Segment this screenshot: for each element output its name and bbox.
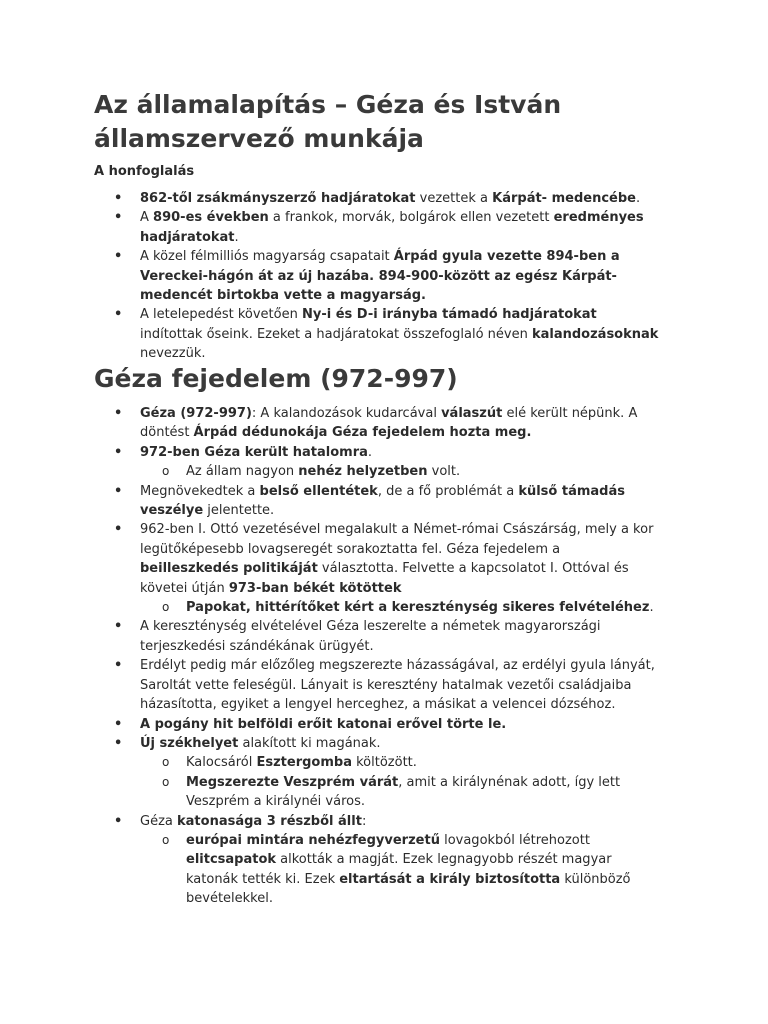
- list-item: [0, 443, 660, 462]
- body-text: volt.: [427, 464, 461, 480]
- bullet-marker: •: [114, 522, 123, 538]
- list-item: [0, 734, 660, 753]
- body-text: Kalocsáról: [186, 755, 257, 771]
- body-text: A letelepedést követően: [140, 307, 302, 323]
- body-text: vezettek a: [415, 191, 493, 206]
- bullet-marker: •: [114, 619, 123, 635]
- bullet-marker: •: [114, 716, 123, 732]
- bold-text: Árpád dédunokája Géza fejedelem hozta meg.: [193, 425, 532, 441]
- list-item: [0, 208, 660, 247]
- body-text: , de a fő problémát a: [377, 483, 519, 499]
- bold-text: katonasága 3 részből állt: [177, 813, 362, 829]
- body-text: választotta. Felvette a kapcsolatot I. Ottóval és követei útján: [140, 561, 629, 596]
- body-text: különböző bevételekkel.: [186, 871, 631, 907]
- bold-text: Géza (972-997): [140, 406, 252, 421]
- body-text: Géza: [140, 813, 177, 829]
- body-text: indítottak őseink. Ezeket a hadjáratokat összefoglaló néven: [140, 326, 532, 342]
- bold-text: eredményes hadjáratokat: [140, 210, 644, 245]
- bullet-marker: •: [114, 249, 123, 265]
- body-text: .: [234, 229, 239, 245]
- sub-list-item: [0, 598, 662, 617]
- geza-list: [0, 404, 768, 909]
- body-text: elé került népünk. A döntést: [140, 406, 638, 441]
- body-text: a frankok, morvák, bolgárok ellen vezetett: [268, 210, 554, 226]
- body-text: Az állam nagyon: [186, 464, 299, 480]
- list-item: [0, 520, 660, 598]
- bullet-marker: •: [114, 444, 123, 460]
- body-text: A közel félmilliós magyarság csapatait: [140, 249, 394, 265]
- list-item: [0, 305, 660, 363]
- sub-list-item: [0, 773, 662, 812]
- bold-text: Új székhelyet: [140, 735, 239, 751]
- subheading-honfoglalas: A honfoglalás: [94, 164, 195, 179]
- bullet-marker: •: [114, 658, 123, 674]
- body-text: .: [649, 600, 654, 616]
- sub-list-item: [0, 462, 662, 481]
- bold-text: elitcsapatok: [186, 852, 277, 868]
- bold-text: A pogány hit belföldi erőit katonai erővel törte le.: [140, 716, 507, 732]
- bold-text: Megszerezte Veszprém várát: [186, 774, 399, 790]
- sub-list-item: [0, 753, 662, 772]
- bold-text: 862-től zsákmányszerző hadjáratokat: [140, 191, 416, 206]
- body-text: .: [367, 444, 373, 460]
- list-item: [0, 404, 660, 443]
- body-text: lovagokból létrehozott: [439, 832, 590, 848]
- bold-text: külső támadás veszélye: [140, 483, 626, 519]
- list-item: [0, 247, 660, 305]
- bold-text: kalandozásoknak: [531, 326, 659, 342]
- body-text: alkották a magját. Ezek legnagyobb részét magyar katonák tették ki. Ezek: [186, 852, 612, 887]
- body-text: jelentette.: [203, 503, 275, 519]
- bold-text: európai mintára nehézfegyverzetű: [186, 832, 440, 848]
- bold-text: Papokat, hittérítőket kért a kereszténység sikeres felvételéhez: [186, 600, 650, 616]
- bullet-marker: •: [114, 483, 123, 499]
- body-text: A: [140, 210, 154, 226]
- body-text: nevezzük.: [140, 346, 206, 362]
- section-heading-geza: Géza fejedelem (972-997): [94, 364, 458, 393]
- list-item: [0, 812, 660, 831]
- sub-bullet-marker: o: [162, 464, 170, 479]
- body-text: 962-ben I. Ottó vezetésével megalakult a Német-római Császárság, mely a kor legütőképesebb lovagseregét sorakoztatta fel. Géza fejedelem a: [140, 522, 654, 557]
- body-text: .: [635, 191, 641, 206]
- bold-text: Ny-i és D-i irányba támadó hadjáratokat: [301, 307, 597, 323]
- body-text: Megnövekedtek a: [140, 483, 260, 499]
- body-text: : A kalandozások kudarcával: [251, 406, 442, 421]
- body-text: költözött.: [351, 755, 417, 771]
- bullet-marker: •: [114, 735, 123, 751]
- body-text: :: [361, 813, 367, 829]
- sub-bullet-marker: o: [162, 774, 170, 789]
- body-text: alakított ki magának.: [238, 735, 381, 751]
- bold-text: Árpád gyula vezette 894-ben a Vereckei-hágón át az új hazába. 894-900-között az egész Kárpát-medencét birtokba vette a magyarság.: [140, 249, 620, 304]
- bold-text: válaszút: [441, 406, 503, 421]
- page-title: Az államalapítás – Géza és István államszervező munkája: [94, 90, 562, 153]
- list-item: [0, 715, 660, 734]
- list-item: [0, 656, 660, 714]
- bullet-marker: •: [114, 406, 123, 421]
- body-text: A kereszténység elvételével Géza leszerelte a németek magyarországi terjeszkedési szándékának ürügyét.: [140, 619, 601, 654]
- list-item: [0, 482, 660, 521]
- list-item: [0, 617, 660, 656]
- bold-text: 890-es években: [153, 210, 269, 226]
- bold-text: belső ellentétek: [259, 483, 378, 499]
- bold-text: 972-ben Géza került hatalomra: [140, 444, 368, 460]
- sub-bullet-marker: o: [162, 600, 170, 615]
- bullet-marker: •: [114, 210, 123, 226]
- body-text: , amit a királynénak adott, így lett Veszprém a királynéi város.: [186, 774, 621, 810]
- bold-text: Esztergomba: [256, 755, 352, 771]
- bullet-marker: •: [114, 307, 123, 323]
- honfoglalas-list: [0, 189, 768, 364]
- bullet-marker: •: [114, 191, 123, 206]
- body-text: Erdélyt pedig már előzőleg megszerezte házasságával, az erdélyi gyula lányát, Saroltát vette feleségül. Lányait is keresztény hatalmak vezetői családjaiba házasította, egyiket a lengyel herceghez, a másikat a velencei dózséhoz.: [140, 658, 655, 713]
- bold-text: eltartását a király biztosította: [339, 871, 561, 887]
- bold-text: beilleszkedés politikáját: [140, 561, 318, 577]
- sub-bullet-marker: o: [162, 755, 170, 770]
- sub-list-item: [0, 831, 662, 909]
- bold-text: nehéz helyzetben: [298, 464, 428, 480]
- bullet-marker: •: [114, 813, 123, 829]
- bold-text: 973-ban békét kötöttek: [228, 580, 402, 596]
- list-item: [0, 189, 660, 208]
- bold-text: Kárpát- medencébe: [492, 191, 636, 206]
- sub-bullet-marker: o: [162, 832, 170, 847]
